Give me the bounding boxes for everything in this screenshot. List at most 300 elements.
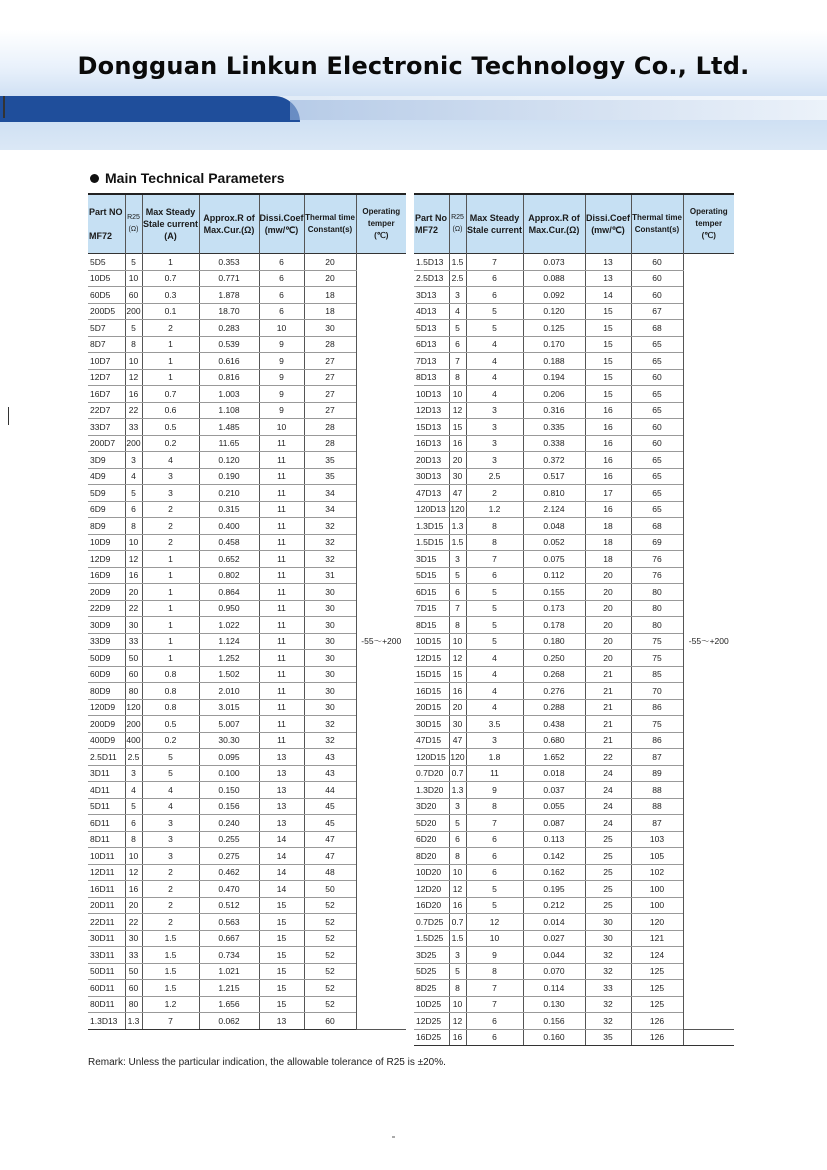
cell-r25: 60 [125,980,142,997]
cell-dissi-coef: 10 [259,419,304,436]
cell-part-no: 12D11 [88,864,125,881]
cell-approx-r: 0.113 [523,831,585,848]
cell-r25: 30 [125,930,142,947]
cell-max-current: 5 [466,320,523,337]
cell-r25: 30 [125,617,142,634]
cell-r25: 10 [125,534,142,551]
cell-dissi-coef: 11 [259,600,304,617]
cell-thermal-time: 30 [304,617,356,634]
cell-dissi-coef: 13 [259,749,304,766]
cell-max-current: 6 [466,848,523,865]
cell-max-current: 1 [142,551,199,568]
cell-approx-r: 0.087 [523,815,585,832]
cell-dissi-coef: 9 [259,402,304,419]
cell-part-no: 5D9 [88,485,125,502]
cell-part-no: 50D9 [88,650,125,667]
cell-part-no: 30D9 [88,617,125,634]
cell-dissi-coef: 11 [259,584,304,601]
cell-approx-r: 18.70 [199,303,259,320]
cell-approx-r: 0.195 [523,881,585,898]
cell-thermal-time: 30 [304,650,356,667]
cell-dissi-coef: 21 [585,699,631,716]
cell-approx-r: 0.156 [523,1013,585,1030]
cell-max-current: 7 [466,980,523,997]
cell-part-no: 16D15 [414,683,449,700]
cell-operating-temp-empty [683,1029,734,1046]
cell-approx-r: 5.007 [199,716,259,733]
cell-r25: 3 [449,798,466,815]
cell-max-current: 6 [466,1013,523,1030]
cell-max-current: 1 [142,336,199,353]
cell-part-no: 10D25 [414,996,449,1013]
cell-part-no: 22D7 [88,402,125,419]
header-operating-temp: Operating temper (℃) [683,194,734,254]
cell-dissi-coef: 14 [259,848,304,865]
cell-thermal-time: 70 [631,683,683,700]
cell-thermal-time: 126 [631,1013,683,1030]
cell-approx-r: 0.802 [199,567,259,584]
cell-r25: 33 [125,633,142,650]
cell-r25: 5 [125,485,142,502]
cell-part-no: 8D15 [414,617,449,634]
cell-thermal-time: 125 [631,980,683,997]
cell-max-current: 3 [466,419,523,436]
cell-approx-r: 1.252 [199,650,259,667]
cell-dissi-coef: 32 [585,1013,631,1030]
cell-max-current: 0.7 [142,270,199,287]
cell-max-current: 1.5 [142,947,199,964]
cell-approx-r: 11.65 [199,435,259,452]
cell-approx-r: 30.30 [199,732,259,749]
cell-dissi-coef: 21 [585,732,631,749]
cell-part-no: 50D11 [88,963,125,980]
cell-max-current: 1.5 [142,930,199,947]
cell-part-no: 1.3D13 [88,1013,125,1030]
cell-r25: 33 [125,947,142,964]
cell-dissi-coef: 24 [585,798,631,815]
cell-r25: 16 [449,683,466,700]
cell-part-no: 120D9 [88,699,125,716]
cell-thermal-time: 52 [304,897,356,914]
cell-part-no: 30D15 [414,716,449,733]
cell-approx-r: 0.816 [199,369,259,386]
cell-thermal-time: 27 [304,402,356,419]
header-r25: R25 (Ω) [449,194,466,254]
header-part-no: Part No MF72 [414,194,449,254]
cell-thermal-time: 60 [631,435,683,452]
cell-dissi-coef: 13 [259,765,304,782]
cell-approx-r: 0.120 [199,452,259,469]
cell-r25: 16 [449,1029,466,1046]
cell-dissi-coef: 11 [259,633,304,650]
cell-max-current: 5 [466,303,523,320]
cell-part-no: 5D13 [414,320,449,337]
cell-part-no: 5D11 [88,798,125,815]
cell-thermal-time: 43 [304,765,356,782]
header-dissi-coef: Dissi.Coef (mw/℃) [259,194,304,254]
cell-approx-r: 0.044 [523,947,585,964]
cell-dissi-coef: 25 [585,831,631,848]
banner-wave-light [290,100,827,120]
cell-max-current: 2 [142,864,199,881]
cell-part-no: 0.7D25 [414,914,449,931]
cell-r25: 12 [449,881,466,898]
cell-thermal-time: 48 [304,864,356,881]
cell-r25: 5 [125,320,142,337]
cell-r25: 12 [449,402,466,419]
cell-thermal-time: 100 [631,897,683,914]
cell-thermal-time: 75 [631,716,683,733]
cell-max-current: 1 [142,369,199,386]
cell-approx-r: 0.048 [523,518,585,535]
cell-approx-r: 2.124 [523,501,585,518]
cell-max-current: 8 [466,518,523,535]
cell-max-current: 5 [142,765,199,782]
cell-dissi-coef: 16 [585,452,631,469]
cell-approx-r: 0.315 [199,501,259,518]
cell-max-current: 3 [142,468,199,485]
cell-max-current: 1 [142,600,199,617]
cell-dissi-coef: 18 [585,518,631,535]
cell-part-no: 80D9 [88,683,125,700]
cell-approx-r: 0.162 [523,864,585,881]
cell-thermal-time: 30 [304,633,356,650]
cell-part-no: 2.5D13 [414,270,449,287]
header-approx-r: Approx.R of Max.Cur.(Ω) [523,194,585,254]
cell-dissi-coef: 14 [259,864,304,881]
cell-dissi-coef: 15 [585,303,631,320]
cell-max-current: 0.1 [142,303,199,320]
cell-dissi-coef: 16 [585,468,631,485]
cell-thermal-time: 60 [304,1013,356,1030]
cell-thermal-time: 68 [631,518,683,535]
cell-r25: 1.5 [449,930,466,947]
cell-thermal-time: 65 [631,452,683,469]
cell-dissi-coef: 25 [585,897,631,914]
cell-r25: 10 [125,270,142,287]
cell-r25: 80 [125,996,142,1013]
cell-part-no: 4D11 [88,782,125,799]
cell-thermal-time: 65 [631,402,683,419]
cell-approx-r: 0.073 [523,254,585,271]
cell-max-current: 4 [142,782,199,799]
cell-r25: 200 [125,716,142,733]
cell-approx-r: 0.563 [199,914,259,931]
cell-part-no: 5D15 [414,567,449,584]
cell-approx-r: 0.190 [199,468,259,485]
cell-max-current: 1.8 [466,749,523,766]
cell-r25: 12 [125,369,142,386]
cell-dissi-coef: 11 [259,732,304,749]
header-operating-temp: Operating temper (℃) [356,194,406,254]
cell-dissi-coef: 25 [585,864,631,881]
cell-r25: 8 [125,518,142,535]
cell-r25: 5 [449,815,466,832]
cell-thermal-time: 52 [304,930,356,947]
cell-thermal-time: 52 [304,947,356,964]
cell-part-no: 60D5 [88,287,125,304]
cell-part-no: 20D9 [88,584,125,601]
cell-thermal-time: 34 [304,501,356,518]
cell-max-current: 1 [142,353,199,370]
cell-approx-r: 0.268 [523,666,585,683]
cell-r25: 50 [125,650,142,667]
cell-r25: 22 [125,600,142,617]
cell-approx-r: 0.458 [199,534,259,551]
cell-part-no: 80D11 [88,996,125,1013]
cell-thermal-time: 102 [631,864,683,881]
cell-approx-r: 1.022 [199,617,259,634]
cell-max-current: 3 [142,848,199,865]
cell-r25: 3 [125,765,142,782]
cell-approx-r: 0.062 [199,1013,259,1030]
cell-r25: 60 [125,287,142,304]
cell-part-no: 3D20 [414,798,449,815]
cell-r25: 20 [449,699,466,716]
table-row [414,254,734,271]
cell-approx-r: 0.288 [523,699,585,716]
cell-approx-r: 0.100 [199,765,259,782]
cell-part-no: 60D9 [88,666,125,683]
cell-r25: 4 [125,468,142,485]
cell-dissi-coef: 11 [259,699,304,716]
cell-dissi-coef: 15 [259,914,304,931]
cell-r25: 6 [449,831,466,848]
cell-operating-temp: -55～+200 [683,254,734,1030]
cell-thermal-time: 125 [631,963,683,980]
cell-dissi-coef: 13 [259,782,304,799]
cell-max-current: 0.5 [142,716,199,733]
cell-thermal-time: 89 [631,765,683,782]
cell-thermal-time: 52 [304,980,356,997]
cell-part-no: 20D13 [414,452,449,469]
cell-r25: 120 [449,501,466,518]
cell-max-current: 0.6 [142,402,199,419]
cell-thermal-time: 65 [631,336,683,353]
cell-r25: 3 [125,452,142,469]
cell-max-current: 9 [466,782,523,799]
cell-thermal-time: 27 [304,369,356,386]
cell-part-no: 8D7 [88,336,125,353]
cell-r25: 33 [125,419,142,436]
cell-approx-r: 0.652 [199,551,259,568]
cell-max-current: 2 [142,881,199,898]
cell-max-current: 3 [466,435,523,452]
cell-max-current: 3 [142,485,199,502]
cell-max-current: 3.5 [466,716,523,733]
cell-part-no: 3D25 [414,947,449,964]
cell-dissi-coef: 17 [585,485,631,502]
cell-max-current: 8 [466,963,523,980]
cell-r25: 7 [449,353,466,370]
cell-dissi-coef: 11 [259,518,304,535]
cell-dissi-coef: 22 [585,749,631,766]
cell-r25: 20 [125,584,142,601]
cell-dissi-coef: 15 [259,947,304,964]
cell-part-no: 33D9 [88,633,125,650]
cell-thermal-time: 80 [631,584,683,601]
section-title: Main Technical Parameters [105,170,285,186]
cell-max-current: 6 [466,270,523,287]
cell-part-no: 6D20 [414,831,449,848]
cell-max-current: 3 [466,402,523,419]
cell-part-no: 16D11 [88,881,125,898]
cell-r25: 1.3 [449,782,466,799]
cell-max-current: 11 [466,765,523,782]
cell-approx-r: 0.462 [199,864,259,881]
cell-max-current: 4 [142,452,199,469]
cell-approx-r: 0.037 [523,782,585,799]
cell-max-current: 7 [466,254,523,271]
cell-dissi-coef: 11 [259,551,304,568]
cell-thermal-time: 52 [304,963,356,980]
page-speck [392,1136,395,1138]
cell-r25: 15 [449,419,466,436]
cell-thermal-time: 32 [304,518,356,535]
cell-r25: 50 [125,963,142,980]
cell-thermal-time: 65 [631,485,683,502]
cell-dissi-coef: 30 [585,930,631,947]
cell-approx-r: 0.275 [199,848,259,865]
cell-approx-r: 0.155 [523,584,585,601]
cell-thermal-time: 100 [631,881,683,898]
cell-part-no: 200D9 [88,716,125,733]
cell-r25: 12 [449,650,466,667]
cell-dissi-coef: 11 [259,452,304,469]
cell-approx-r: 0.160 [523,1029,585,1046]
cell-operating-temp: -55～+200 [356,254,406,1030]
cell-dissi-coef: 13 [259,815,304,832]
cell-thermal-time: 60 [631,287,683,304]
cell-part-no: 16D13 [414,435,449,452]
bullet-icon [90,174,99,183]
cell-part-no: 10D13 [414,386,449,403]
cell-dissi-coef: 15 [259,930,304,947]
cell-r25: 200 [125,435,142,452]
cell-approx-r: 0.255 [199,831,259,848]
cell-r25: 10 [449,996,466,1013]
cell-max-current: 7 [466,551,523,568]
cell-thermal-time: 121 [631,930,683,947]
cell-part-no: 120D15 [414,749,449,766]
cell-approx-r: 0.178 [523,617,585,634]
cell-part-no: 10D11 [88,848,125,865]
cell-max-current: 2 [466,485,523,502]
cell-r25: 400 [125,732,142,749]
cell-part-no: 120D13 [414,501,449,518]
cell-dissi-coef: 20 [585,584,631,601]
cell-part-no: 1.3D15 [414,518,449,535]
cell-part-no: 15D15 [414,666,449,683]
cell-thermal-time: 32 [304,716,356,733]
cell-dissi-coef: 9 [259,369,304,386]
header-max-steady-current: Max Steady Stale current [466,194,523,254]
cell-approx-r: 1.878 [199,287,259,304]
cell-r25: 80 [125,683,142,700]
cell-thermal-time: 30 [304,320,356,337]
cell-thermal-time: 30 [304,683,356,700]
table-row [414,1029,734,1046]
cell-dissi-coef: 13 [259,1013,304,1030]
cell-approx-r: 0.156 [199,798,259,815]
cell-dissi-coef: 13 [585,270,631,287]
cell-dissi-coef: 15 [259,897,304,914]
cell-dissi-coef: 20 [585,617,631,634]
cell-approx-r: 3.015 [199,699,259,716]
cell-max-current: 2 [142,914,199,931]
cell-thermal-time: 126 [631,1029,683,1046]
cell-max-current: 7 [466,815,523,832]
cell-approx-r: 0.125 [523,320,585,337]
cell-dissi-coef: 6 [259,287,304,304]
cell-part-no: 6D13 [414,336,449,353]
cell-max-current: 5 [466,633,523,650]
remark-text: Remark: Unless the particular indication, the allowable tolerance of R25 is ±20%. [88,1057,446,1068]
cell-approx-r: 0.335 [523,419,585,436]
cell-max-current: 0.2 [142,435,199,452]
cell-approx-r: 1.003 [199,386,259,403]
section-heading [90,170,284,186]
cell-approx-r: 0.173 [523,600,585,617]
cell-part-no: 5D5 [88,254,125,271]
banner-mark [3,96,5,118]
cell-r25: 60 [125,666,142,683]
cell-thermal-time: 65 [631,501,683,518]
cell-dissi-coef: 15 [585,320,631,337]
cell-thermal-time: 60 [631,419,683,436]
cell-dissi-coef: 14 [259,831,304,848]
cell-r25: 4 [125,782,142,799]
cell-thermal-time: 69 [631,534,683,551]
cell-r25: 10 [449,864,466,881]
cell-max-current: 6 [466,831,523,848]
cell-part-no: 47D15 [414,732,449,749]
cell-max-current: 4 [466,386,523,403]
cell-thermal-time: 87 [631,815,683,832]
cell-approx-r: 0.092 [523,287,585,304]
cell-r25: 2.5 [449,270,466,287]
cell-max-current: 1 [142,584,199,601]
cell-thermal-time: 45 [304,815,356,832]
cell-thermal-time: 18 [304,287,356,304]
cell-max-current: 5 [466,584,523,601]
cell-part-no: 30D11 [88,930,125,947]
cell-thermal-time: 65 [631,353,683,370]
cell-part-no: 7D15 [414,600,449,617]
cell-dissi-coef: 11 [259,501,304,518]
cell-part-no: 60D11 [88,980,125,997]
cell-part-no: 10D9 [88,534,125,551]
cell-dissi-coef: 16 [585,402,631,419]
cell-thermal-time: 34 [304,485,356,502]
table-row [88,254,406,271]
cell-max-current: 8 [466,534,523,551]
cell-part-no: 3D13 [414,287,449,304]
cell-dissi-coef: 24 [585,765,631,782]
cell-r25: 30 [449,716,466,733]
cell-max-current: 7 [466,996,523,1013]
cell-part-no: 22D9 [88,600,125,617]
cell-part-no: 15D13 [414,419,449,436]
cell-r25: 200 [125,303,142,320]
cell-dissi-coef: 13 [259,798,304,815]
cell-r25: 47 [449,485,466,502]
cell-thermal-time: 85 [631,666,683,683]
cell-max-current: 4 [466,699,523,716]
cell-max-current: 5 [466,897,523,914]
cell-thermal-time: 28 [304,336,356,353]
cell-approx-r: 0.130 [523,996,585,1013]
